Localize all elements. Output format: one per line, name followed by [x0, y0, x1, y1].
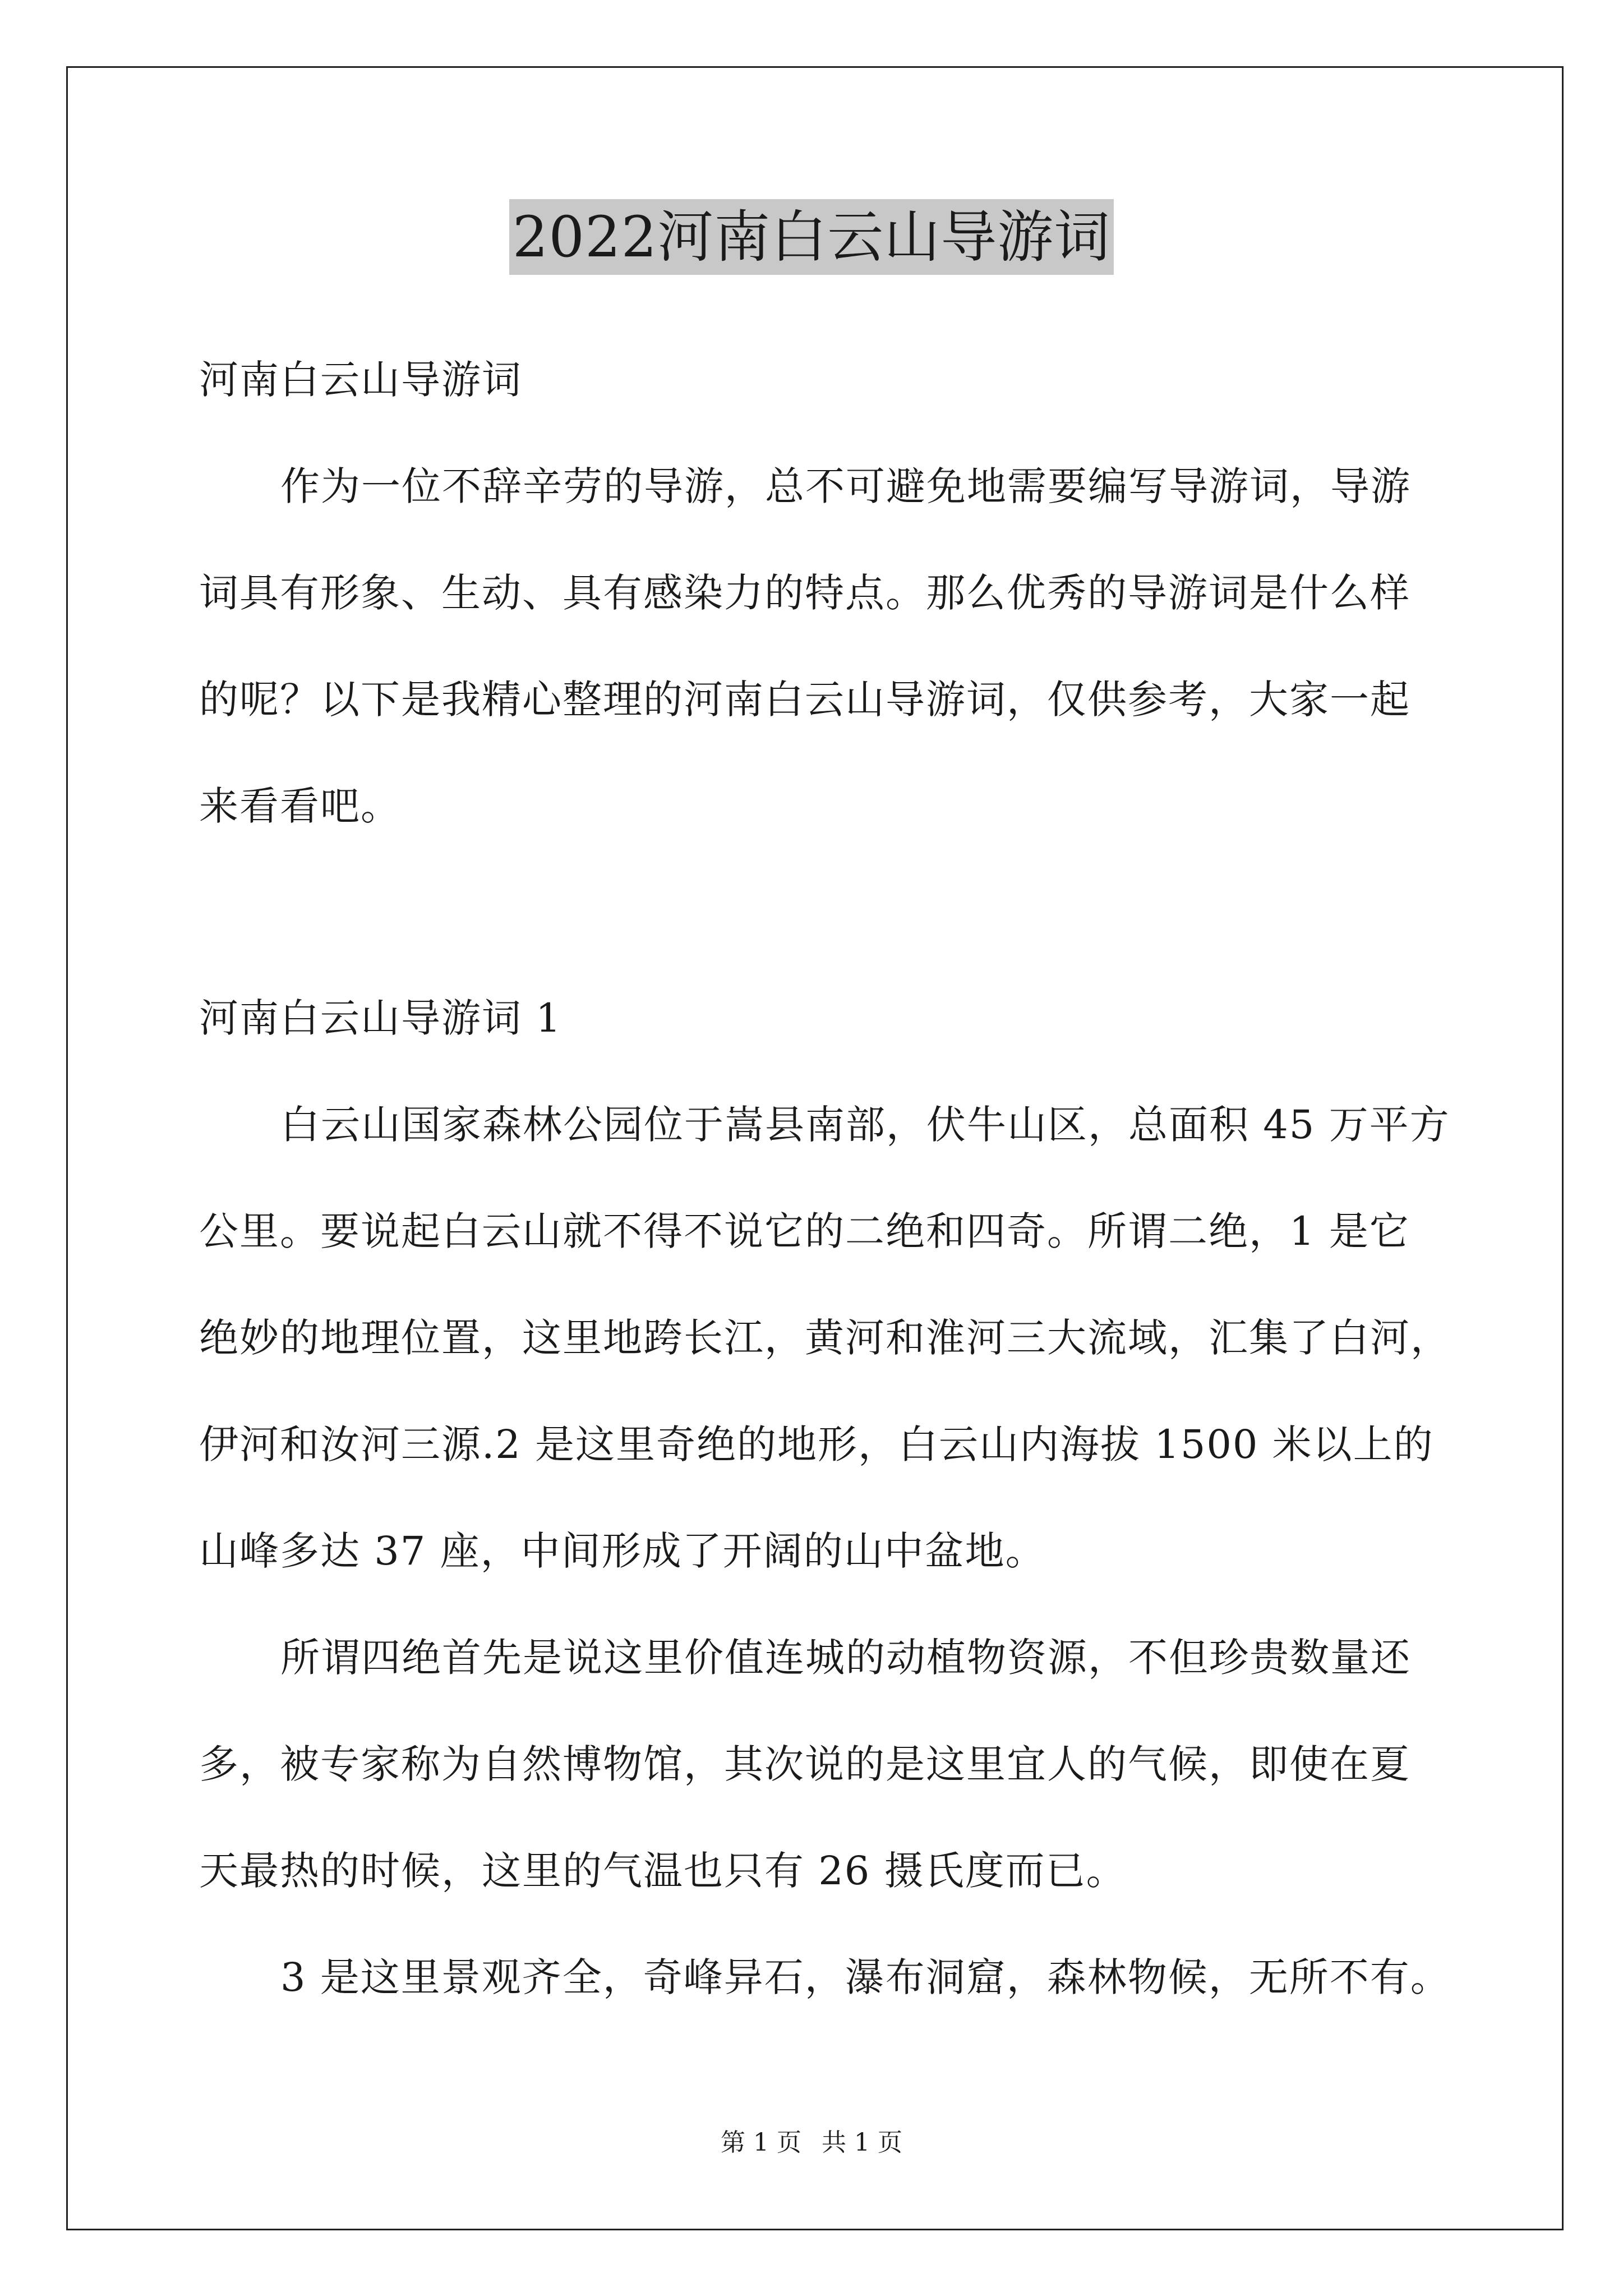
- paragraph-line: 伊河和汝河三源.2 是这里奇绝的地形，白云山内海拔 1500 米以上的: [199, 1421, 1434, 1467]
- paragraph-line: 作为一位不辞辛劳的导游，总不可避免地需要编写导游词，导游: [280, 463, 1411, 509]
- paragraph-line: 所谓四绝首先是说这里价值连城的动植物资源，不但珍贵数量还: [280, 1635, 1411, 1681]
- paragraph-line: 绝妙的地理位置，这里地跨长江，黄河和淮河三大流域，汇集了白河，: [199, 1315, 1451, 1361]
- document-title: 2022河南白云山导游词: [509, 199, 1114, 275]
- page-total: 共 1 页: [822, 2128, 902, 2157]
- paragraph-line: 多，被专家称为自然博物馆，其次说的是这里宜人的气候，即使在夏: [199, 1741, 1410, 1787]
- paragraph-line: 白云山国家森林公园位于嵩县南部，伏牛山区，总面积 45 万平方: [280, 1102, 1450, 1148]
- paragraph-line: 来看看吧。: [199, 783, 401, 829]
- paragraph-line: 山峰多达 37 座，中间形成了开阔的山中盆地。: [199, 1528, 1046, 1574]
- page-footer: [0, 2126, 1623, 2160]
- paragraph-line: 公里。要说起白云山就不得不说它的二绝和四奇。所谓二绝，1 是它: [199, 1208, 1410, 1254]
- title-container: [0, 199, 1623, 275]
- paragraph-line: 词具有形象、生动、具有感染力的特点。那么优秀的导游词是什么样: [199, 570, 1410, 616]
- paragraph-line: 天最热的时候，这里的气温也只有 26 摄氏度而已。: [199, 1848, 1127, 1894]
- paragraph-line: 的呢？以下是我精心整理的河南白云山导游词，仅供参考，大家一起: [199, 677, 1410, 723]
- section-heading: 河南白云山导游词 1: [199, 995, 562, 1041]
- section-heading: 河南白云山导游词: [199, 357, 522, 403]
- page-number: 第 1 页: [721, 2128, 801, 2157]
- paragraph-line: 3 是这里景观齐全，奇峰异石，瀑布洞窟，森林物候，无所不有。: [280, 1954, 1451, 2000]
